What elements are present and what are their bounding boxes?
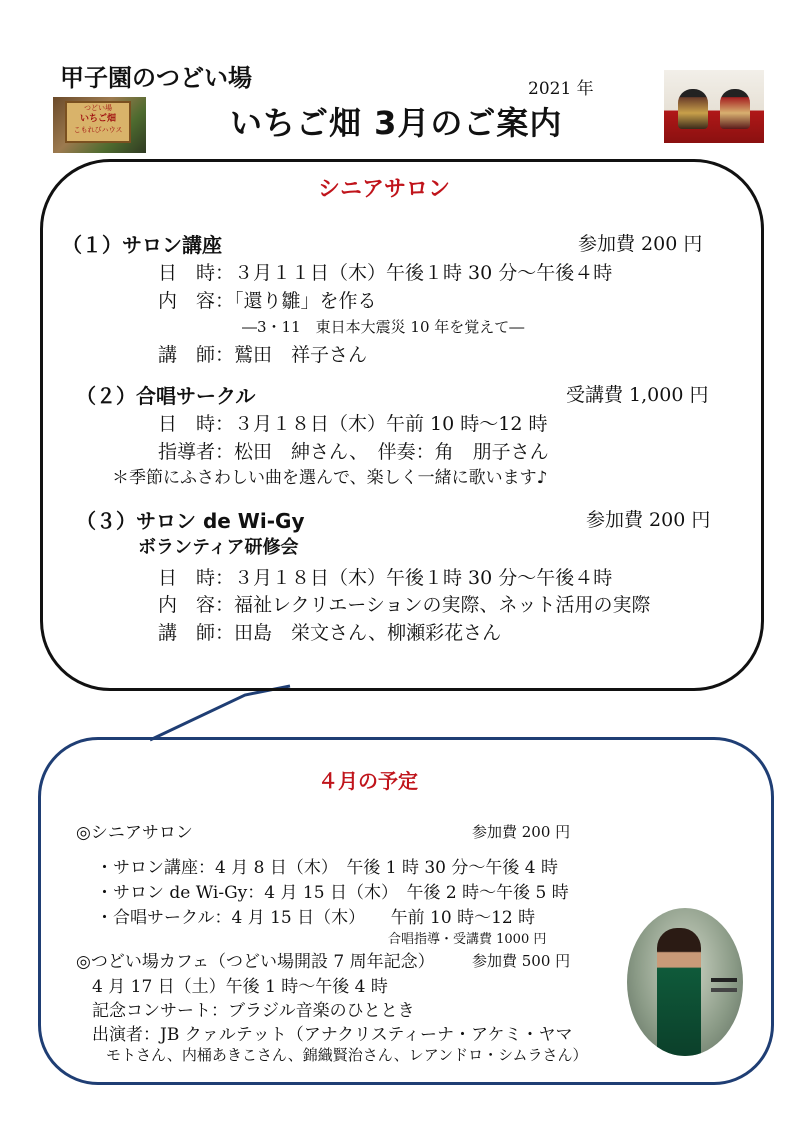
april-cafe-fee: 参加費 500 円 bbox=[472, 952, 571, 970]
item1-subnote: ―3・11 東日本大震災 10 年を覚えて― bbox=[242, 318, 525, 336]
item3-lecturer: 講 師：田島 栄文さん、柳瀬彩花さん bbox=[158, 622, 502, 644]
april-salon-fee: 参加費 200 円 bbox=[472, 823, 571, 841]
item2-instructor: 指導者：松田 紳さん、 伴奏：角 朋子さん bbox=[158, 441, 549, 463]
april-cafe-performers: 出演者：JB クァルテット（アナクリスティーナ・アケミ・ヤマ bbox=[92, 1025, 573, 1045]
march-heading: シニアサロン bbox=[318, 177, 451, 202]
item3-datetime: 日 時：３月１８日（木）午後１時 30 分～午後４時 bbox=[158, 567, 613, 589]
item2-note: ＊季節にふさわしい曲を選んで、楽しく一緒に歌います♪ bbox=[112, 468, 548, 488]
music-stand bbox=[711, 978, 737, 982]
item2-fee: 受講費 1,000 円 bbox=[566, 384, 709, 406]
item1-content: 内 容：「還り雛」を作る bbox=[158, 290, 377, 312]
april-cafe-title: ◎つどい場カフェ（つどい場開設 7 周年記念） bbox=[76, 952, 435, 972]
april-salon-item-3: ・合唱サークル：4 月 15 日（木） 午前 10 時～12 時 bbox=[96, 908, 536, 928]
item1-fee: 参加費 200 円 bbox=[578, 233, 703, 255]
year-label: 2021 年 bbox=[528, 79, 594, 99]
april-choir-note: 合唱指導・受講費 1000 円 bbox=[388, 932, 547, 947]
item2-datetime: 日 時：３月１８日（木）午前 10 時～12 時 bbox=[158, 413, 548, 435]
sign-line-2: いちご畑 bbox=[79, 114, 116, 124]
item1-title: （１）サロン講座 bbox=[62, 233, 222, 257]
organization-name: 甲子園のつどい場 bbox=[60, 64, 252, 92]
item3-content: 内 容：福祉レクリエーションの実際、ネット活用の実際 bbox=[158, 594, 651, 616]
item3-subtitle: ボランティア研修会 bbox=[138, 537, 299, 558]
item3-title: （３）サロン de Wi-Gy bbox=[76, 509, 305, 533]
item2-title: （２）合唱サークル bbox=[76, 384, 256, 408]
april-salon-title: ◎シニアサロン bbox=[76, 823, 193, 843]
sign-line-1: つどい場 bbox=[84, 104, 112, 112]
item1-lecturer: 講 師：鷲田 祥子さん bbox=[158, 344, 368, 366]
april-salon-item-1: ・サロン講座：4 月 8 日（木） 午後 1 時 30 分～午後 4 時 bbox=[96, 858, 559, 878]
item3-fee: 参加費 200 円 bbox=[586, 509, 711, 531]
singer-figure bbox=[657, 928, 701, 1056]
april-cafe-performers-cont: モトさん、内桶あきこさん、錦織賢治さん、レアンドロ・シムラさん） bbox=[106, 1046, 588, 1064]
page-title: いちご畑 3月のご案内 bbox=[230, 104, 563, 142]
april-heading: ４月の予定 bbox=[318, 769, 418, 793]
april-cafe-date: 4 月 17 日（土）午後 1 時～午後 4 時 bbox=[92, 977, 388, 997]
sign-line-3: こもれびハウス bbox=[73, 126, 123, 134]
april-salon-item-2: ・サロン de Wi-Gy：4 月 15 日（木） 午後 2 時～午後 5 時 bbox=[96, 883, 569, 903]
april-cafe-concert: 記念コンサート：ブラジル音楽のひととき bbox=[92, 1001, 415, 1021]
concert-photo bbox=[627, 908, 743, 1056]
item1-datetime: 日 時：３月１１日（木）午後１時 30 分～午後４時 bbox=[158, 262, 613, 284]
